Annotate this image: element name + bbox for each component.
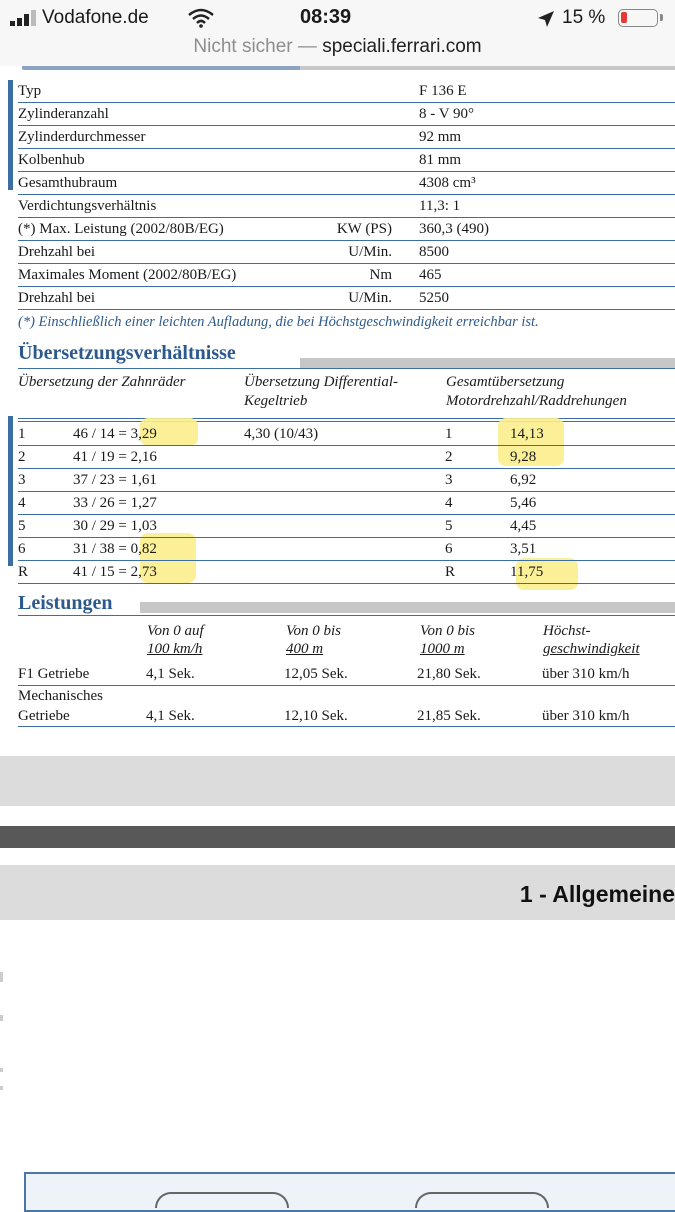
pdf-document[interactable]: [0, 66, 675, 756]
margin-tick: [0, 1015, 3, 1021]
engine-row: Gesamthubraum 4308 cm³: [18, 172, 675, 195]
divider: [18, 615, 675, 616]
margin-tick: [0, 972, 3, 982]
engine-row: Kolbenhub 81 mm: [18, 149, 675, 172]
car-outline-left: [155, 1192, 289, 1208]
page-separator-bar: [0, 826, 675, 848]
divider: [18, 368, 675, 369]
gear-row: 4 33 / 26 = 1,27 4 5,46: [18, 492, 675, 515]
margin-tick: [0, 1086, 3, 1090]
engine-row: Drehzahl bei U/Min. 5250: [18, 287, 675, 310]
engine-row: Typ F 136 E: [18, 80, 675, 103]
perf-section-title: Leistungen: [18, 592, 113, 614]
perf-header: 100 km/h: [147, 641, 203, 657]
engine-row: Drehzahl bei U/Min. 8500: [18, 241, 675, 264]
gear-row: 1 46 / 14 = 3,29 4,30 (10/43) 1 14,13: [18, 423, 675, 446]
left-rail: [8, 80, 13, 190]
battery-tip: [660, 14, 663, 21]
carrier-name: Vodafone.de: [42, 7, 149, 28]
image-frame: [24, 1172, 675, 1212]
location-arrow-icon: [537, 10, 555, 28]
perf-header: Von 0 bis: [420, 623, 476, 639]
next-page-title: 1 - Allgemeine: [519, 881, 675, 907]
section-band: [140, 602, 675, 613]
cut-heading-band: [300, 66, 675, 70]
gear-header-col2a: Übersetzung Differential-: [244, 374, 399, 390]
url-domain: speciali.ferrari.com: [322, 36, 482, 57]
engine-row: Zylinderanzahl 8 - V 90°: [18, 103, 675, 126]
engine-row: (*) Max. Leistung (2002/80B/EG) KW (PS) 360,3 (490): [18, 218, 675, 241]
perf-header: geschwindigkeit: [543, 641, 640, 657]
engine-row: Zylinderdurchmesser 92 mm: [18, 126, 675, 149]
page-footer-band: [0, 756, 675, 806]
gear-header-col1: Übersetzung der Zahnräder: [18, 374, 186, 390]
clock: 08:39: [300, 6, 352, 28]
next-page-body[interactable]: [0, 920, 675, 1200]
perf-header: 400 m: [286, 641, 324, 657]
url-bar[interactable]: [0, 36, 675, 66]
wifi-icon: [188, 8, 214, 28]
perf-header: 1000 m: [420, 641, 465, 657]
battery-icon: [618, 9, 658, 27]
gear-header-col3a: Gesamtübersetzung: [446, 374, 565, 390]
cellular-signal-icon: [10, 10, 40, 26]
car-outline-right: [415, 1192, 549, 1208]
gear-header-col2b: Kegeltrieb: [244, 393, 308, 409]
perf-row: Mechanisches Getriebe 4,1 Sek. 12,10 Sek. 21,85 Sek. über 310 km/h: [18, 686, 675, 727]
engine-row: Maximales Moment (2002/80B/EG) Nm 465: [18, 264, 675, 287]
cut-heading-fragment: [22, 66, 302, 70]
gear-row: 6 31 / 38 = 0,82 6 3,51: [18, 538, 675, 561]
engine-footnote: (*) Einschließlich einer leichten Aufladung, die bei Höchstgeschwindigkeit erreichbar ist.: [18, 314, 539, 330]
gear-row: 2 41 / 19 = 2,16 2 9,28: [18, 446, 675, 469]
perf-header: Von 0 bis: [286, 623, 342, 639]
gear-row: 3 37 / 23 = 1,61 3 6,92: [18, 469, 675, 492]
page-gap: [0, 806, 675, 826]
gear-section-title: Übersetzungsverhältnisse: [18, 342, 236, 364]
perf-header: Höchst-: [543, 623, 591, 639]
gear-row: R 41 / 15 = 2,73 R 11,75: [18, 561, 675, 584]
divider: [18, 418, 675, 419]
perf-header: Von 0 auf: [147, 623, 204, 639]
battery-percentage: 15 %: [562, 7, 606, 28]
gear-header-col3b: Motordrehzahl/Raddrehungen: [446, 393, 627, 409]
divider: [18, 421, 675, 422]
engine-row: Verdichtungsverhältnis 11,3: 1: [18, 195, 675, 218]
perf-row: F1 Getriebe 4,1 Sek. 12,05 Sek. 21,80 Sek. über 310 km/h: [18, 663, 675, 686]
margin-tick: [0, 1068, 3, 1072]
next-page-header: [0, 865, 675, 920]
gear-row: 5 30 / 29 = 1,03 5 4,45: [18, 515, 675, 538]
url-separator: —: [292, 36, 323, 57]
status-bar: [0, 0, 675, 36]
left-rail: [8, 416, 13, 566]
security-warning: Nicht sicher: [193, 36, 293, 57]
